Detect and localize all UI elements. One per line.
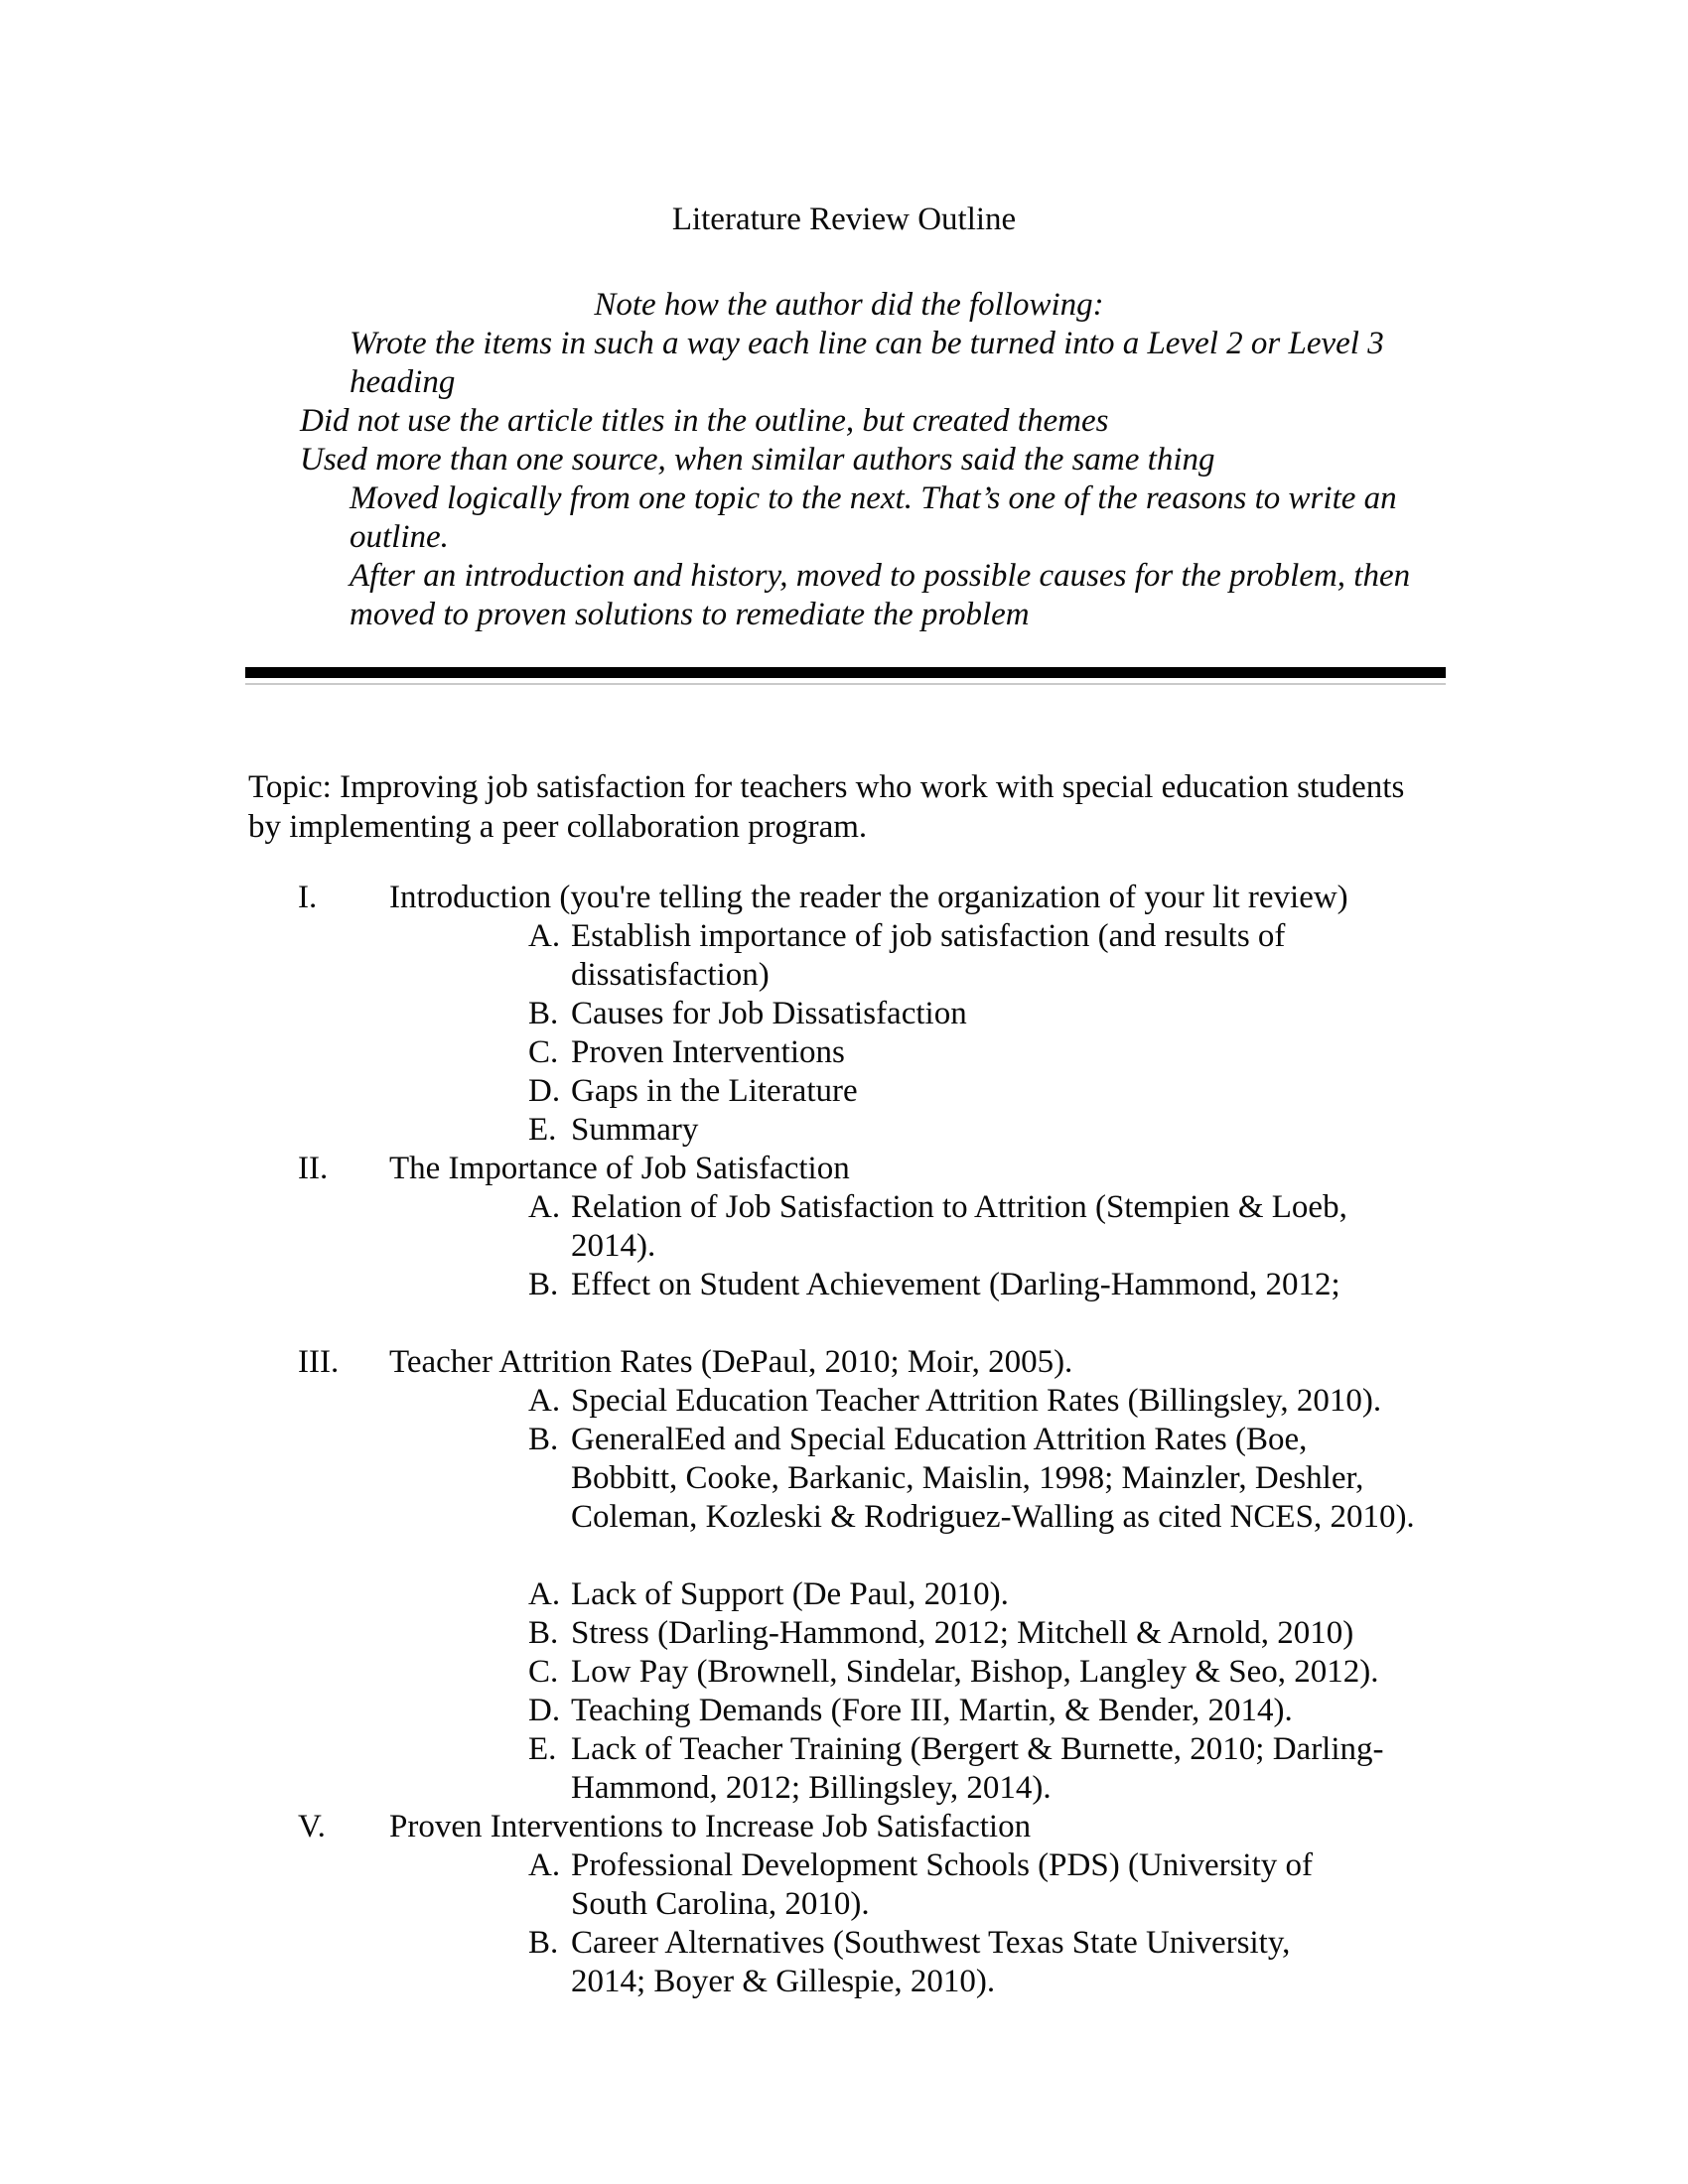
- section-heading: Proven Interventions to Increase Job Satisfaction: [389, 1809, 1032, 1844]
- outline-item-row: [248, 1730, 1470, 1769]
- outline-section-row: [248, 1150, 1470, 1188]
- letter-label: D.: [528, 1073, 561, 1109]
- outline-item-text: Effect on Student Achievement (Darling-Hammond, 2012;: [571, 1267, 1340, 1302]
- outline-item-row: [248, 1924, 1470, 1963]
- outline-section-row: [248, 1808, 1470, 1846]
- outline-item-text: Lack of Support (De Paul, 2010).: [571, 1576, 1009, 1612]
- outline-item-text: Career Alternatives (Southwest Texas State University,: [571, 1925, 1291, 1961]
- letter-label: A.: [528, 1847, 561, 1883]
- roman-numeral-label: II.: [298, 1151, 329, 1186]
- letter-label: B.: [528, 1267, 559, 1302]
- note-point-line: heading: [350, 364, 456, 400]
- note-point-line: Did not use the article titles in the outline, but created themes: [300, 403, 1109, 439]
- outline-section-row: [248, 879, 1470, 917]
- letter-label: A.: [528, 1189, 561, 1225]
- roman-numeral-label: III.: [298, 1344, 340, 1380]
- outline-item-row: [248, 995, 1470, 1033]
- outline-item-row: [248, 1653, 1470, 1692]
- outline-item-row: [248, 1575, 1470, 1614]
- outline-item-text: Relation of Job Satisfaction to Attrition (Stempien & Loeb,: [571, 1189, 1347, 1225]
- outline-continuation-row: Bobbitt, Cooke, Barkanic, Maislin, 1998; Mainzler, Deshler,: [571, 1460, 1364, 1496]
- topic-paragraph: [248, 767, 1460, 847]
- outline-list: [248, 879, 1470, 2001]
- letter-label: B.: [528, 996, 559, 1031]
- outline-item-text: Proven Interventions: [571, 1034, 845, 1070]
- letter-label: A.: [528, 1383, 561, 1419]
- outline-item-row: [248, 1111, 1470, 1150]
- author-note-block: [248, 286, 1450, 634]
- outline-item-text: Special Education Teacher Attrition Rates (Billingsley, 2010).: [571, 1383, 1382, 1419]
- note-point-line: outline.: [350, 519, 449, 555]
- outline-item-row: [248, 1382, 1470, 1421]
- letter-label: D.: [528, 1693, 561, 1728]
- outline-item-row: [248, 1421, 1470, 1459]
- roman-numeral-label: V.: [298, 1809, 326, 1844]
- letter-label: A.: [528, 918, 561, 954]
- outline-item-text: Causes for Job Dissatisfaction: [571, 996, 967, 1031]
- note-point-line: Wrote the items in such a way each line can be turned into a Level 2 or Level 3: [350, 326, 1384, 361]
- outline-item-row: [248, 1033, 1470, 1072]
- letter-label: C.: [528, 1654, 559, 1690]
- outline-item-text: Stress (Darling-Hammond, 2012; Mitchell & Arnold, 2010): [571, 1615, 1354, 1651]
- blank-line: [248, 1304, 1470, 1343]
- section-heading: Introduction (you're telling the reader the organization of your lit review): [389, 880, 1348, 915]
- outline-item-row: [248, 1072, 1470, 1111]
- letter-label: E.: [528, 1731, 557, 1767]
- section-heading: Teacher Attrition Rates (DePaul, 2010; Moir, 2005).: [389, 1344, 1073, 1380]
- letter-label: C.: [528, 1034, 559, 1070]
- note-heading: Note how the author did the following:: [594, 287, 1104, 323]
- topic-line: by implementing a peer collaboration program.: [248, 809, 868, 845]
- letter-label: B.: [528, 1615, 559, 1651]
- outline-continuation-row: 2014).: [571, 1228, 656, 1264]
- letter-label: A.: [528, 1576, 561, 1612]
- blank-line: [248, 1537, 1470, 1575]
- outline-continuation-row: dissatisfaction): [571, 957, 770, 993]
- outline-item-text: Low Pay (Brownell, Sindelar, Bishop, Langley & Seo, 2012).: [571, 1654, 1379, 1690]
- note-point-line: moved to proven solutions to remediate the problem: [350, 597, 1030, 632]
- outline-item-row: [248, 917, 1470, 956]
- outline-item-text: Gaps in the Literature: [571, 1073, 858, 1109]
- section-heading: The Importance of Job Satisfaction: [389, 1151, 850, 1186]
- page-title: Literature Review Outline: [671, 202, 1017, 237]
- roman-numeral-label: I.: [298, 880, 318, 915]
- outline-item-text: Teaching Demands (Fore III, Martin, & Bender, 2014).: [571, 1693, 1293, 1728]
- horizontal-rule-shadow: [245, 683, 1446, 685]
- note-point-line: After an introduction and history, moved to possible causes for the problem, then: [350, 558, 1411, 594]
- outline-item-row: [248, 1614, 1470, 1653]
- note-point-line: Used more than one source, when similar authors said the same thing: [300, 442, 1215, 478]
- outline-continuation-row: Hammond, 2012; Billingsley, 2014).: [571, 1770, 1052, 1806]
- letter-label: B.: [528, 1925, 559, 1961]
- letter-label: E.: [528, 1112, 557, 1148]
- outline-item-row: [248, 1266, 1470, 1304]
- outline-continuation-row: South Carolina, 2010).: [571, 1886, 870, 1922]
- outline-continuation-row: 2014; Boyer & Gillespie, 2010).: [571, 1964, 996, 1999]
- outline-item-text: Establish importance of job satisfaction (and results of: [571, 918, 1286, 954]
- outline-item-row: [248, 1692, 1470, 1730]
- topic-line: Topic: Improving job satisfaction for teachers who work with special education students: [248, 769, 1405, 805]
- outline-item-text: GeneralEed and Special Education Attrition Rates (Boe,: [571, 1422, 1308, 1457]
- outline-item-row: [248, 1188, 1470, 1227]
- outline-item-text: Professional Development Schools (PDS) (University of: [571, 1847, 1313, 1883]
- outline-item-text: Summary: [571, 1112, 699, 1148]
- horizontal-rule: [245, 667, 1446, 678]
- outline-section-row: [248, 1343, 1470, 1382]
- note-point-line: Moved logically from one topic to the next. That’s one of the reasons to write an: [350, 480, 1397, 516]
- outline-item-text: Lack of Teacher Training (Bergert & Burnette, 2010; Darling-: [571, 1731, 1384, 1767]
- outline-continuation-row: Coleman, Kozleski & Rodriguez-Walling as cited NCES, 2010).: [571, 1499, 1415, 1535]
- outline-item-row: [248, 1846, 1470, 1885]
- letter-label: B.: [528, 1422, 559, 1457]
